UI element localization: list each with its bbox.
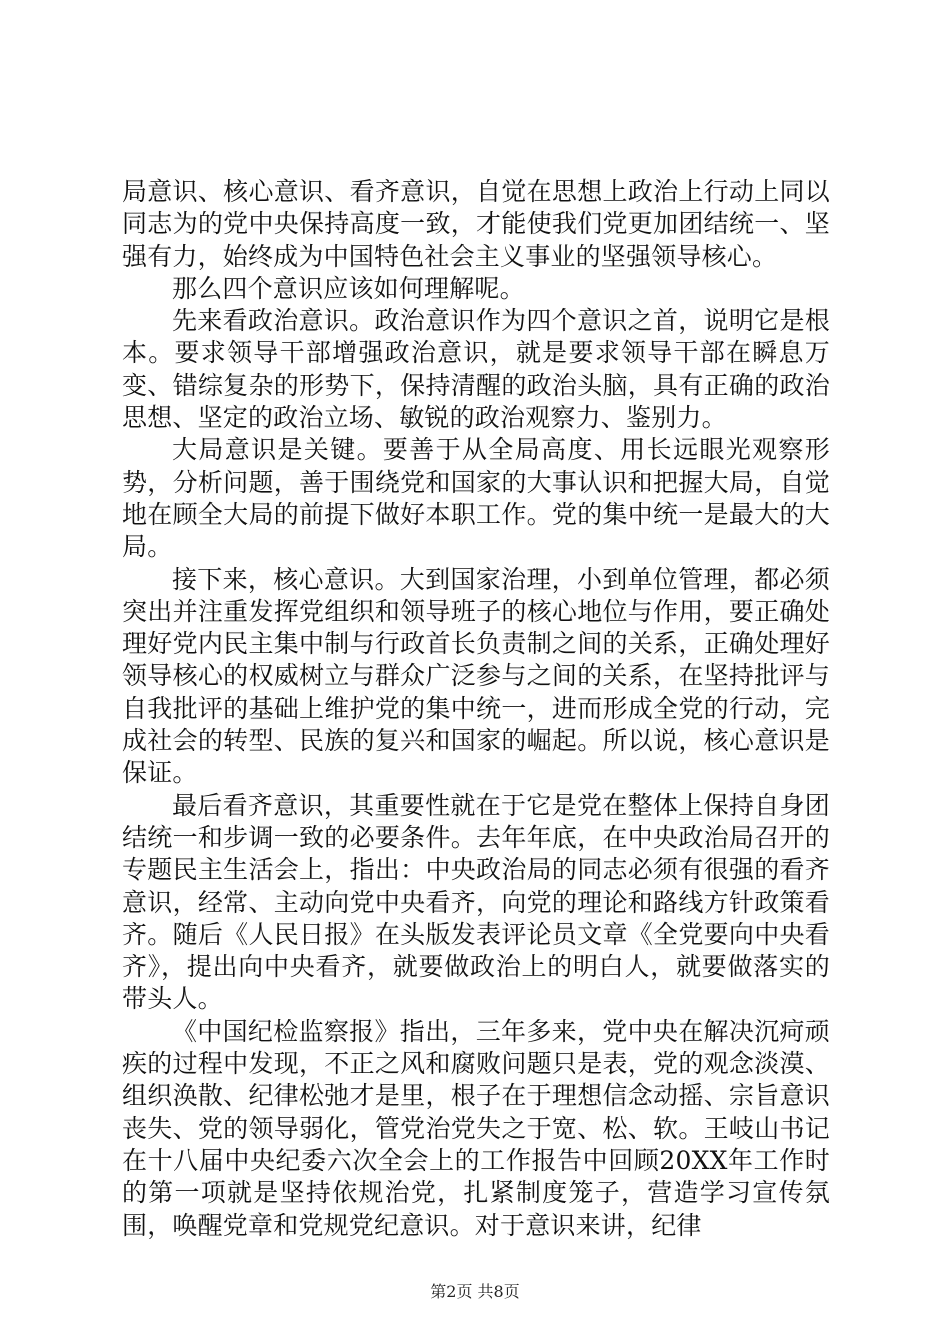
paragraph-2: 那么四个意识应该如何理解呢。 [172, 273, 525, 303]
page-footer: 第2页 共8页 [430, 1282, 520, 1301]
paragraph-5: 接下来，核心意识。大到国家治理，小到单位管理，都必须突出并注重发挥党组织和领导班子的核心地位与作用，要正确处理好党内民主集中制与行政首长负责制之间的关系，正确处理好领导核心的权威树立与群众广泛参与之间的关系，在坚持批评与自我批评的基础上维护党的集中统一，进而形成全党的行动，完成社会的转型、民族的复兴和国家的崛起。所以说，核心意识是保证。 [122, 564, 830, 788]
document-body [122, 176, 830, 1242]
paragraph-1: 局意识、核心意识、看齐意识，自觉在思想上政治上行动上同以同志为的党中央保持高度一致，才能使我们党更加团结统一、坚强有力，始终成为中国特色社会主义事业的坚强领导核心。 [122, 177, 830, 271]
paragraph-6: 最后看齐意识，其重要性就在于它是党在整体上保持自身团结统一和步调一致的必要条件。去年年底，在中央政治局召开的专题民主生活会上，指出：中央政治局的同志必须有很强的看齐意识，经常、主动向党中央看齐，向党的理论和路线方针政策看齐。随后《人民日报》在头版发表评论员文章《全党要向中央看齐》，提出向中央看齐，就要做政治上的明白人，就要做落实的带头人。 [122, 790, 830, 1014]
paragraph-4: 大局意识是关键。要善于从全局高度、用长远眼光观察形势，分析问题，善于围绕党和国家的大事认识和把握大局，自觉地在顾全大局的前提下做好本职工作。党的集中统一是最大的大局。 [122, 435, 830, 562]
paragraph-7: 《中国纪检监察报》指出，三年多来，党中央在解决沉疴顽疾的过程中发现，不正之风和腐败问题只是表，党的观念淡漠、组织涣散、纪律松弛才是里，根子在于理想信念动摇、宗旨意识丧失、党的领导弱化，管党治党失之于宽、松、软。王岐山书记在十八届中央纪委六次全会上的工作报告中回顾20XX年工作时的第一项就是坚持依规治党，扎紧制度笼子，营造学习宣传氛围，唤醒党章和党规党纪意识。对于意识来讲，纪律 [122, 1016, 830, 1240]
paragraph-3: 先来看政治意识。政治意识作为四个意识之首，说明它是根本。要求领导干部增强政治意识，就是要求领导干部在瞬息万变、错综复杂的形势下，保持清醒的政治头脑，具有正确的政治思想、坚定的政治立场、敏锐的政治观察力、鉴别力。 [122, 306, 830, 433]
